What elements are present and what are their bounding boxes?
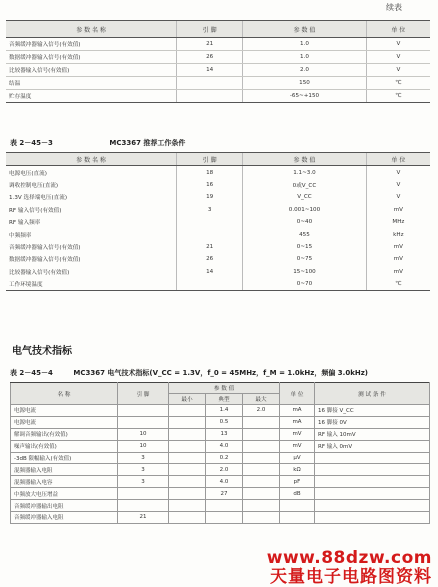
col-header: 参 数 值 — [243, 153, 367, 166]
table-row — [11, 428, 430, 440]
table-body — [6, 38, 430, 103]
table-cell: 150 — [243, 77, 366, 90]
table-cell: 工作环境温度 — [6, 278, 177, 291]
table-cell — [118, 416, 169, 428]
table-cell: 16 脚接 V_CC — [315, 405, 430, 417]
table-cell: 10 — [118, 428, 169, 440]
table-row — [11, 452, 430, 464]
table-cell: 音频缓冲器输入信号(有效值) — [9, 244, 81, 251]
section-heading: 电气技术指标 — [12, 346, 72, 357]
table-header-row — [11, 383, 430, 394]
table-header-row — [6, 21, 430, 38]
table-cell: -65~+150 — [243, 90, 366, 103]
table-cell: 1.0 — [243, 51, 366, 64]
table-cell: mV — [366, 204, 430, 216]
table-cell: V — [366, 64, 430, 77]
table-cell: 混频器输入电容 — [11, 476, 118, 488]
table-row — [6, 51, 430, 64]
table-cell — [315, 452, 430, 464]
table-cell: 0.5 — [206, 416, 243, 428]
table-cell: 数据缓冲器输入信号(有效值) — [6, 51, 177, 64]
table-cell — [243, 464, 280, 476]
col-header: 参 数 值 — [243, 21, 366, 38]
table-cell — [315, 464, 430, 476]
table-row — [6, 216, 430, 228]
table-cell: 比较器输入信号(有效值) — [6, 64, 177, 77]
table-cell: 15~100 — [243, 266, 367, 278]
table-cell: V — [366, 179, 430, 191]
table-cell: ℃ — [366, 278, 430, 291]
table-cell: 0~40 — [243, 216, 367, 228]
table-cell: 14 — [177, 64, 243, 77]
col-header: 单 位 — [366, 153, 430, 166]
table-cell — [118, 488, 169, 500]
table-cell: 音频缓冲器输入信号(有效值) — [6, 38, 177, 51]
table-cell: 16 脚接 0V — [315, 416, 430, 428]
table-cell: RF 输入 0mV — [315, 440, 430, 452]
table-cell: mV — [366, 253, 430, 265]
watermark-name: 天量电子电路图资料 — [270, 567, 432, 587]
table-cell — [243, 416, 280, 428]
table-cell: 0.001~100 — [243, 204, 367, 216]
col-header: 名 称 — [11, 383, 118, 405]
table-cell: 21 — [118, 512, 169, 524]
table-cell: kΩ — [280, 464, 315, 476]
table-cell: kHz — [366, 228, 430, 240]
table-cell — [243, 476, 280, 488]
table-row — [6, 253, 430, 265]
table-row — [6, 166, 430, 179]
table-cell: mA — [280, 416, 315, 428]
table-cell — [169, 440, 206, 452]
table-title: MC3367 电气技术指标(V_CC = 1.3V，f_0 = 45MHz，f_M = 1.0kHz，频偏 3.0kHz) — [73, 369, 368, 377]
table-cell: mV — [366, 241, 430, 253]
table-cell — [169, 500, 206, 512]
table-row — [6, 64, 430, 77]
table-cell: 455 — [243, 228, 367, 240]
table-number: 表 2－45－3 — [10, 139, 53, 147]
table-cell — [315, 476, 430, 488]
table-row — [6, 228, 430, 240]
table-row — [6, 77, 430, 90]
table-cell: 贮存温度 — [6, 90, 177, 103]
table-cell: 3 — [118, 464, 169, 476]
table-cell: RF 输入频率 — [9, 220, 41, 227]
table-cell: 18 — [177, 166, 243, 179]
table-cell: 3 — [118, 476, 169, 488]
table-cell — [315, 500, 430, 512]
table-cell — [177, 228, 243, 240]
table-row — [6, 38, 430, 51]
table-cell: V — [366, 51, 430, 64]
col-header: 典型 — [206, 394, 243, 405]
table-cell — [243, 500, 280, 512]
table-cell: 14 — [177, 266, 243, 278]
table-cell: 0~75 — [243, 253, 367, 265]
table-cell — [169, 464, 206, 476]
table-cell: V — [366, 38, 430, 51]
table-cell: 1.1~3.0 — [243, 166, 367, 179]
table-body — [11, 405, 430, 524]
table-cell — [177, 216, 243, 228]
table-cell: 1.0 — [243, 38, 366, 51]
col-header: 参 数 值 — [169, 383, 280, 394]
table-cell: mV — [280, 428, 315, 440]
table-row — [11, 512, 430, 524]
continued-label: 续表 — [386, 3, 402, 12]
table-header-row — [6, 153, 430, 166]
table-cell: μV — [280, 452, 315, 464]
table-absolute-ratings-cont — [6, 20, 430, 103]
table-cell — [118, 500, 169, 512]
table-row — [6, 191, 430, 203]
table-cell — [243, 428, 280, 440]
table-cell: 27 — [206, 488, 243, 500]
table-cell: 0.2 — [206, 452, 243, 464]
table-cell — [280, 500, 315, 512]
table-cell: RF 输入信号(有效值) — [9, 207, 62, 214]
table-cell: -3dB 限幅输入(有效值) — [11, 452, 118, 464]
table-cell: 4.0 — [206, 476, 243, 488]
table-row — [11, 464, 430, 476]
table-row — [11, 440, 430, 452]
table-cell: 解调音频输出(有效值) — [11, 428, 118, 440]
table-cell: 4.0 — [206, 440, 243, 452]
table-cell: 10 — [118, 440, 169, 452]
table-cell — [206, 512, 243, 524]
table-cell: 噪声输出(有效值) — [11, 440, 118, 452]
table-cell: RF 输入 10mV — [315, 428, 430, 440]
table-cell: V — [366, 191, 430, 203]
table-cell: ℃ — [366, 77, 430, 90]
col-header: 参 数 名 称 — [6, 21, 177, 38]
table-cell: 0~70 — [243, 278, 367, 291]
table-cell: 3 — [118, 452, 169, 464]
table-cell: pF — [280, 476, 315, 488]
table-cell: 电源电流 — [11, 416, 118, 428]
table-body — [6, 166, 430, 291]
table-row — [6, 266, 430, 278]
table-cell: 混频器输入电阻 — [11, 464, 118, 476]
table-cell: 1.3V 选择端电压(直流) — [9, 195, 68, 202]
table-cell — [169, 488, 206, 500]
table-cell: 中频放大电压增益 — [11, 488, 118, 500]
table-cell: 电源电流 — [11, 405, 118, 417]
table-cell: 21 — [177, 38, 243, 51]
table-cell — [169, 416, 206, 428]
col-header: 最大 — [243, 394, 280, 405]
col-header: 最小 — [169, 394, 206, 405]
table-row — [6, 204, 430, 216]
table-cell: 0~15 — [243, 241, 367, 253]
table-cell — [169, 512, 206, 524]
table-cell: 2.0 — [206, 464, 243, 476]
table-cell: 26 — [177, 51, 243, 64]
col-header: 引 脚 — [177, 21, 243, 38]
table-cell — [280, 512, 315, 524]
col-header: 引 脚 — [118, 383, 169, 405]
table-cell — [243, 488, 280, 500]
table-cell: 21 — [177, 241, 243, 253]
table-cell — [243, 440, 280, 452]
table-cell — [177, 278, 243, 291]
table-cell — [169, 405, 206, 417]
table-cell — [118, 405, 169, 417]
table-row — [11, 476, 430, 488]
table-cell — [243, 452, 280, 464]
table-cell: 3 — [177, 204, 243, 216]
table-cell — [243, 512, 280, 524]
table-cell — [177, 77, 243, 90]
table-cell: 16 — [177, 179, 243, 191]
table-recommended-conditions — [6, 152, 430, 291]
table-cell: 数据缓冲器输入信号(有效值) — [9, 257, 81, 264]
table-row — [6, 278, 430, 291]
table-caption — [10, 138, 185, 148]
table-cell: 中频频率 — [9, 232, 32, 239]
table-cell: MHz — [366, 216, 430, 228]
col-header: 引 脚 — [177, 153, 243, 166]
table-cell: mV — [366, 266, 430, 278]
table-cell: mA — [280, 405, 315, 417]
table-row — [6, 179, 430, 191]
table-cell — [177, 90, 243, 103]
table-cell: 比较器输入信号(有效值) — [9, 269, 70, 276]
table-cell: 2.0 — [243, 64, 366, 77]
table-cell: V — [366, 166, 430, 179]
table-cell: ℃ — [366, 90, 430, 103]
col-header: 单 位 — [280, 383, 315, 405]
table-cell — [315, 488, 430, 500]
table-cell: 结温 — [6, 77, 177, 90]
table-cell — [169, 428, 206, 440]
col-header: 测 试 条 件 — [315, 383, 430, 405]
table-cell: 26 — [177, 253, 243, 265]
table-cell — [169, 476, 206, 488]
table-electrical-characteristics — [10, 382, 430, 524]
table-cell: 2.0 — [243, 405, 280, 417]
table-caption — [10, 368, 368, 378]
table-cell: dB — [280, 488, 315, 500]
table-cell: 调收控制电压(直流) — [9, 182, 59, 189]
table-cell: V_CC — [243, 191, 367, 203]
table-number: 表 2－45－4 — [10, 369, 53, 377]
table-cell: 13 — [206, 428, 243, 440]
table-row — [11, 405, 430, 417]
table-cell: mV — [280, 440, 315, 452]
table-row — [11, 500, 430, 512]
table-cell: 0或V_CC — [243, 179, 367, 191]
table-row — [6, 241, 430, 253]
table-cell — [206, 500, 243, 512]
table-row — [11, 416, 430, 428]
table-cell: 音频缓冲器输入电阻 — [11, 512, 118, 524]
table-title: MC3367 推荐工作条件 — [109, 139, 186, 147]
table-row — [6, 90, 430, 103]
table-cell: 音频缓冲器输出电阻 — [11, 500, 118, 512]
col-header: 单 位 — [366, 21, 430, 38]
table-cell: 19 — [177, 191, 243, 203]
watermark-url: www.88dzw.com — [266, 548, 432, 568]
table-cell — [169, 452, 206, 464]
col-header: 参 数 名 称 — [6, 153, 177, 166]
table-cell — [315, 512, 430, 524]
table-cell: 电源电压(直流) — [9, 170, 47, 177]
table-row — [11, 488, 430, 500]
table-cell: 1.4 — [206, 405, 243, 417]
